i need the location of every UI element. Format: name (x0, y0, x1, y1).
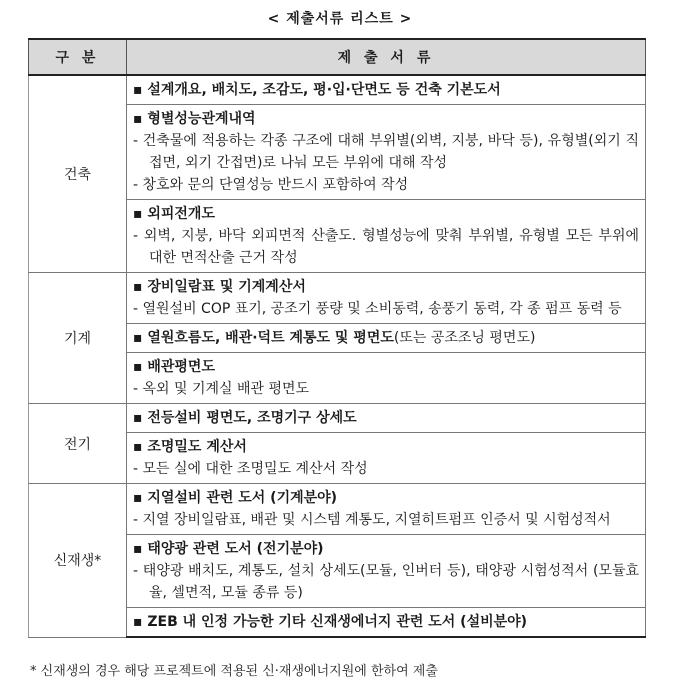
document-cell (127, 353, 646, 404)
document-cell (127, 75, 646, 105)
document-heading (133, 276, 639, 298)
document-detail: - 창호와 문의 단열성능 반드시 포함하여 작성 (133, 177, 409, 193)
document-heading-text: ▪ 전등설비 평면도, 조명기구 상세도 (133, 410, 357, 426)
document-heading (133, 327, 639, 349)
header-category: 구 분 (29, 39, 127, 75)
document-item (127, 404, 645, 432)
document-heading (133, 108, 639, 130)
document-heading (133, 538, 639, 560)
document-item (127, 535, 645, 607)
document-heading-text: ▪ 지열설비 관련 도서 (기계분야) (133, 490, 338, 506)
footnote: * 신재생의 경우 해당 프로젝트에 적용된 신·재생에너지원에 한하여 제출 (30, 664, 438, 679)
table-row (29, 484, 646, 535)
document-item (127, 273, 645, 323)
category-cell: 신재생* (29, 484, 127, 638)
document-item (127, 105, 645, 199)
document-heading-text: ▪ 장비일람표 및 기계계산서 (133, 279, 306, 295)
document-item (127, 608, 645, 636)
table-row (29, 273, 646, 324)
document-item (127, 76, 645, 104)
document-cell (127, 273, 646, 324)
document-cell (127, 324, 646, 353)
document-detail: - 열원설비 COP 표기, 공조기 풍량 및 소비동력, 송풍기 동력, 각 종 펌프 동력 등 (133, 301, 622, 317)
document-heading (133, 611, 639, 633)
document-heading (133, 487, 639, 509)
document-detail: - 지열 장비일람표, 배관 및 시스템 계통도, 지열히트펌프 인증서 및 시험성적서 (133, 512, 611, 528)
document-heading-text: ▪ 태양광 관련 도서 (전기분야) (133, 541, 324, 557)
document-cell (127, 535, 646, 608)
document-item (127, 324, 645, 352)
table-row (29, 75, 646, 105)
document-heading (133, 407, 639, 429)
document-detail: - 외벽, 지붕, 바닥 외피면적 산출도. 형별성능에 맞춰 부위별, 유형별 모든 부위에 대한 면적산출 근거 작성 (133, 228, 639, 266)
document-heading-text: ▪ 외피전개도 (133, 206, 215, 222)
document-heading-text: ▪ 설계개요, 배치도, 조감도, 평·입·단면도 등 건축 기본도서 (133, 82, 501, 98)
document-heading-text: ▪ ZEB 내 인정 가능한 기타 신재생에너지 관련 도서 (설비분야) (133, 614, 528, 630)
document-cell (127, 433, 646, 484)
document-cell (127, 608, 646, 638)
table-row (29, 404, 646, 433)
document-detail: - 태양광 배치도, 계통도, 설치 상세도(모듈, 인버터 등), 태양광 시험성적서 (모듈효율, 셀면적, 모듈 종류 등) (133, 563, 639, 601)
category-cell: 기계 (29, 273, 127, 404)
submission-documents-table (28, 38, 646, 638)
document-heading-note: (또는 공조조닝 평면도) (393, 330, 536, 346)
document-heading-text: ▪ 배관평면도 (133, 359, 215, 375)
document-cell (127, 105, 646, 200)
document-item (127, 484, 645, 534)
document-cell (127, 200, 646, 273)
table-body (29, 75, 646, 637)
category-cell: 전기 (29, 404, 127, 484)
header-documents: 제 출 서 류 (127, 39, 646, 75)
category-cell: 건축 (29, 75, 127, 273)
document-heading (133, 79, 639, 101)
document-heading-text: ▪ 형별성능관계내역 (133, 111, 256, 127)
table-header-row (29, 39, 646, 75)
document-heading-text: ▪ 열원흐름도, 배관·덕트 계통도 및 평면도 (133, 330, 394, 346)
document-item (127, 200, 645, 272)
document-detail: - 옥외 및 기계실 배관 평면도 (133, 381, 310, 397)
document-heading (133, 203, 639, 225)
document-cell (127, 404, 646, 433)
document-item (127, 353, 645, 403)
document-heading (133, 356, 639, 378)
document-item (127, 433, 645, 483)
document-heading-text: ▪ 조명밀도 계산서 (133, 439, 247, 455)
document-cell (127, 484, 646, 535)
document-detail: - 건축물에 적용하는 각종 구조에 대해 부위별(외벽, 지붕, 바닥 등), 유형별(외기 직접면, 외기 간접면)로 나눠 모든 부위에 대해 작성 (133, 133, 639, 171)
document-heading (133, 436, 639, 458)
document-detail: - 모든 실에 대한 조명밀도 계산서 작성 (133, 461, 368, 477)
document-title: < 제출서류 리스트 > (267, 11, 413, 27)
